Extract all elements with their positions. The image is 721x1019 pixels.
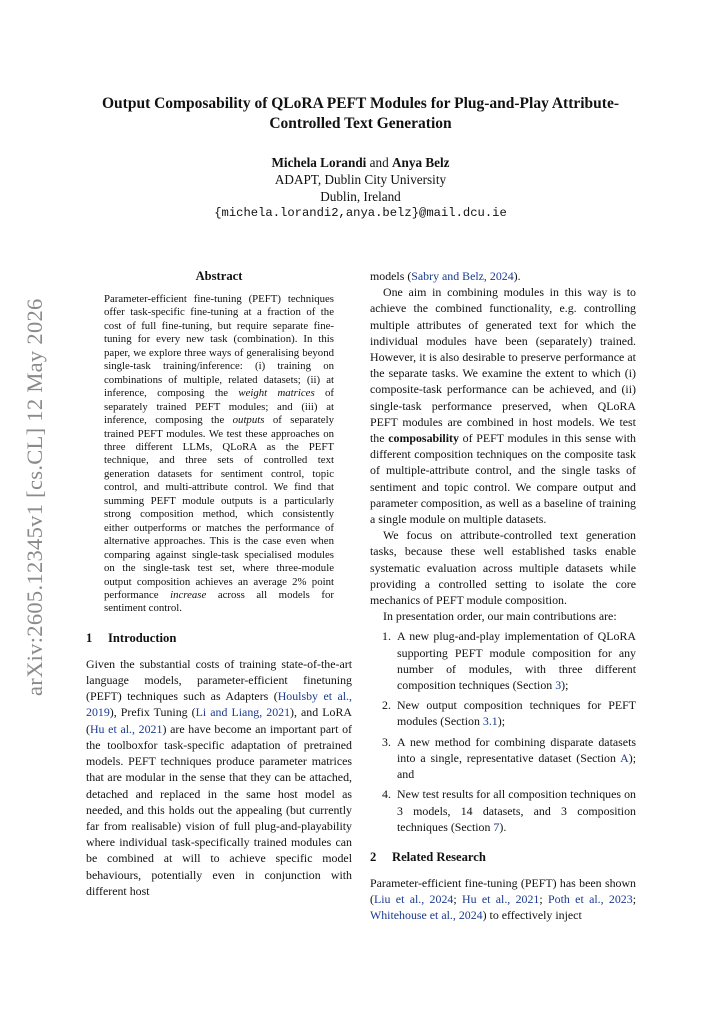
text-run: One aim in combining modules in this way is to achieve the combined functionality, e.g. controlling multiple attributes of generated text for which the individual modules have been (separately) trained. However, it is also desirable to preserve performance at the separate tasks. We examine the extent to which (i) composite-task performance can be achieved, and (ii) single-task performance preserved, when QLoRA PEFT modules are combined in host models. We test the (370, 285, 636, 446)
section-link[interactable]: 7 (493, 819, 500, 834)
author-emails[interactable]: {michela.lorandi2,anya.belz}@mail.dcu.ie (214, 206, 507, 221)
text-run: ) to effectively inject (482, 908, 582, 923)
body-paragraph: We focus on attribute-controlled text generation tasks, because these well established tasks enable systematic evaluation across multiple datasets while providing a controlled setting to isolate the core mechanics of PEFT module composition. (370, 528, 636, 608)
section-heading-introduction (86, 630, 352, 646)
list-number: 4. (382, 787, 391, 802)
left-column (86, 268, 352, 899)
text-run: A new method for combining disparate datasets into a single, representative dataset (Section (397, 734, 636, 765)
text-run: ) are have become an important part of the toolboxfor task-specific adaptation of pretrained models. PEFT techniques produce parameter matrices that are modular in the sense that they can be attached, detached and replaced in the same host model as needed, and this holds out the appealing (but currently far from realisable) vision of full plug-and-playability where individual task-specifically trained modules can be combined at will to achieve specific model behaviours, potentially even in conjunction with different host (86, 721, 352, 898)
section-link[interactable]: 3.1 (482, 714, 498, 729)
text-run: ). (513, 269, 521, 283)
body-paragraph: In presentation order, our main contributions are: (383, 609, 617, 624)
abstract-emphasis: weight matrices (238, 387, 315, 400)
location: Dublin, Ireland (320, 188, 401, 204)
related-research-paragraph (370, 875, 636, 924)
author-name: Michela Lorandi (271, 155, 367, 170)
text-run: A new plug-and-play implementation of QLoRA supporting PEFT module composition for any number of modules, with three different composition techniques (Section (397, 629, 636, 693)
list-number: 1. (382, 629, 391, 644)
text-run: ), and LoRA ( (86, 705, 352, 736)
citation-link[interactable]: Hu et al., 2021 (89, 721, 163, 736)
list-item (370, 628, 636, 693)
list-item (370, 697, 636, 729)
right-column (370, 268, 636, 924)
text-run: models ( (370, 269, 412, 283)
abstract-text (104, 293, 334, 616)
abstract-text-part: Parameter-efficient fine-tuning (PEFT) techniques offer task-specific fine-tuning at a fraction of the cost of full fine-tuning, but require separate fine-tuning for every new task (combination). In this paper, we explore three ways of generalising beyond single-task training/inference: (i) training on combinations of multiple, related datasets; (ii) at inference, composing the (104, 293, 334, 400)
section-link[interactable]: A (620, 750, 629, 765)
section-heading-related-research (370, 849, 636, 865)
section-number: 2 (370, 849, 377, 864)
author-names (100, 155, 621, 172)
citation-link[interactable]: Sabry and Belz, 2024 (411, 269, 514, 283)
introduction-paragraph (86, 656, 352, 899)
citation-link[interactable]: Hu et al., 2021 (461, 892, 540, 907)
abstract-text-part: of separately trained PEFT modules. We test these approaches on three different LLMs, QLoRA as the PEFT technique, and three sets of controlled text generation datasets for sentiment control, topic control, and multi-attribute control. We find that summing PEFT module outputs is a particularly strong composition method, which consistently either outperforms or matches the performance of alternative approaches. This is the case even when comparing against single-task specialised modules on the single-task test set, where three-module output composition achieves an average 2% point performance (104, 414, 334, 601)
bold-term: composability (388, 431, 459, 446)
author-name: Anya Belz (392, 155, 450, 170)
text-run: ; (453, 892, 462, 907)
abstract-emphasis: increase (170, 588, 207, 601)
affiliation: ADAPT, Dublin City University (274, 171, 447, 187)
text-run: ); and (397, 750, 636, 782)
abstract-heading: Abstract (195, 269, 243, 283)
text-run: ; (632, 892, 637, 907)
abstract-text-part: across all models for sentiment control. (104, 588, 334, 615)
text-run: ); (561, 678, 569, 693)
author-conjunction: and (369, 155, 389, 170)
contributions-list (370, 628, 636, 834)
section-number: 1 (86, 630, 93, 645)
citation-link[interactable]: Liu et al., 2024 (373, 892, 454, 907)
body-paragraph (370, 284, 636, 527)
text-run: ), Prefix Tuning ( (109, 705, 196, 720)
list-item (370, 734, 636, 783)
text-run: ; (539, 892, 549, 907)
list-number: 3. (382, 734, 391, 749)
abstract-emphasis: outputs (232, 414, 265, 427)
citation-link[interactable]: Li and Liang, 2021 (195, 705, 291, 720)
paper-title: Output Composability of QLoRA PEFT Modules for Plug-and-Play Attribute-Controlled Text Generation (102, 95, 619, 132)
citation-link[interactable]: Poth et al., 2023 (548, 892, 633, 907)
text-run: ). (499, 819, 507, 834)
section-title: Introduction (108, 630, 177, 645)
list-number: 2. (382, 698, 391, 713)
section-link[interactable]: 3 (555, 678, 562, 693)
section-title: Related Research (392, 849, 486, 864)
text-run: ); (497, 714, 506, 729)
author-block (100, 155, 621, 222)
text-run: New output composition techniques for PEFT modules (Section (397, 698, 636, 729)
arxiv-identifier[interactable]: arXiv:2605.12345v1 [cs.CL] 12 May 2026 (22, 298, 47, 696)
text-run: of PEFT modules in this sense with different composition techniques on the composite task of multiple-attribute control, and the single tasks of sentiment and topic control. We compare output and parameter composition, as well as a baseline of training a single module on multiple datasets. (370, 431, 637, 527)
continued-paragraph (370, 268, 636, 284)
text-run: Parameter-efficient fine-tuning (PEFT) has been shown ( (370, 875, 636, 907)
citation-link[interactable]: Houlsby et al., 2019 (86, 689, 353, 720)
text-run: Given the substantial costs of training state-of-the-art language models, parameter-efficient finetuning (PEFT) techniques such as Adapters ( (86, 656, 352, 704)
text-run: New test results for all composition techniques on 3 models, 14 datasets, and 3 composition techniques (Section (397, 787, 636, 834)
abstract-text-part: of separately trained PEFT modules; and (iii) at inference, composing the (104, 387, 334, 427)
citation-link[interactable]: Whitehouse et al., 2024 (370, 908, 483, 923)
list-item (370, 786, 636, 835)
